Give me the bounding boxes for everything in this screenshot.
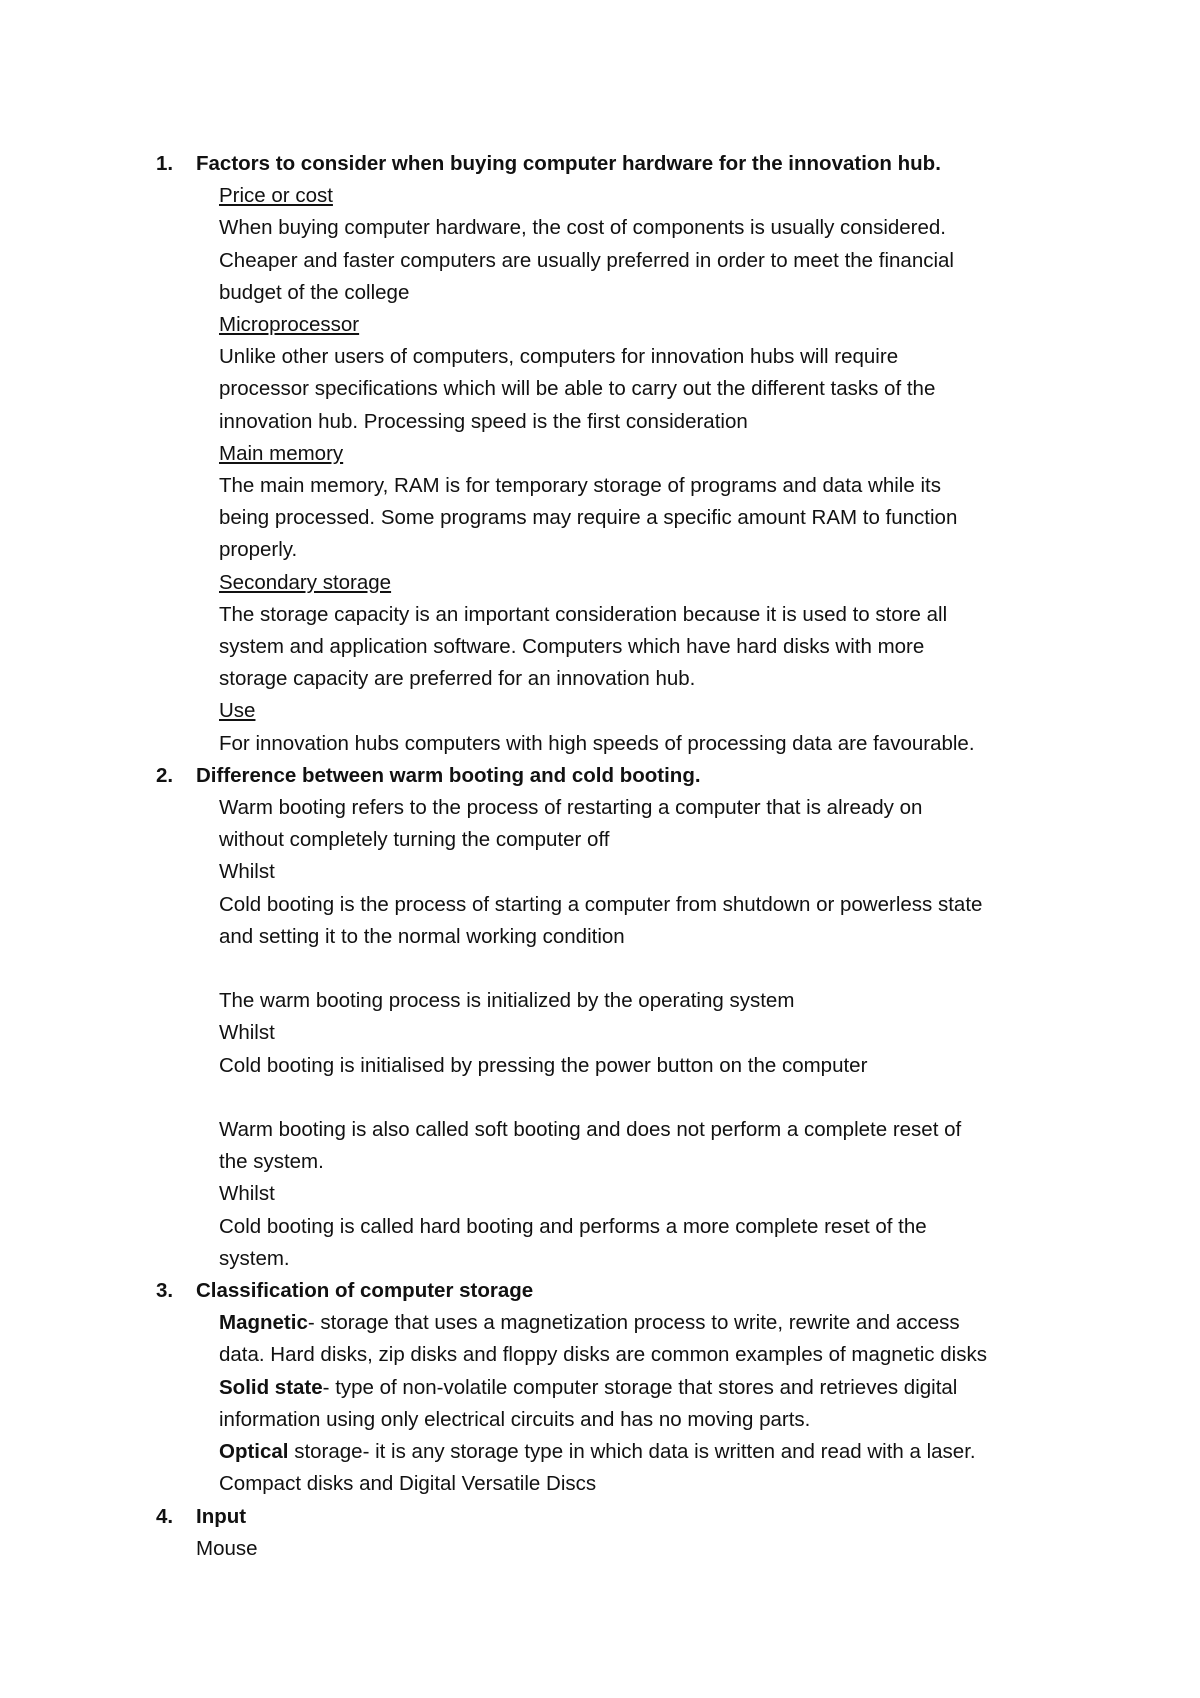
booting-line: Warm booting refers to the process of restarting a computer that is already on bbox=[219, 796, 923, 820]
document-content bbox=[156, 148, 1076, 1565]
booting-line: Whilst bbox=[219, 860, 275, 884]
booting-line: and setting it to the normal working condition bbox=[219, 924, 625, 948]
section-use-line: For innovation hubs computers with high speeds of processing data are favourable. bbox=[219, 731, 975, 755]
section-microprocessor-title: Microprocessor bbox=[219, 313, 360, 337]
section-price-line: When buying computer hardware, the cost of components is usually considered. bbox=[219, 216, 946, 240]
question-3 bbox=[156, 1275, 1076, 1500]
section-price-line: budget of the college bbox=[219, 280, 410, 304]
section-main-memory-line: The main memory, RAM is for temporary storage of programs and data while its bbox=[219, 474, 941, 498]
section-main-memory-title: Main memory bbox=[219, 441, 344, 465]
optical-definition: storage- it is any storage type in which data is written and read with a laser. bbox=[288, 1440, 976, 1464]
question-4 bbox=[156, 1501, 1076, 1565]
question-4-number: 4. bbox=[156, 1504, 174, 1528]
question-3-number: 3. bbox=[156, 1279, 174, 1303]
section-secondary-storage-line: The storage capacity is an important consideration because it is used to store all bbox=[219, 602, 948, 626]
question-4-heading: Input bbox=[196, 1504, 247, 1528]
section-price-title: Price or cost bbox=[219, 184, 333, 208]
term-solid-state: Solid state bbox=[219, 1375, 323, 1399]
section-main-memory-line: properly. bbox=[219, 538, 298, 562]
section-use-title: Use bbox=[219, 699, 256, 723]
booting-line: The warm booting process is initialized by the operating system bbox=[219, 989, 795, 1013]
question-2 bbox=[156, 760, 1076, 1275]
booting-line: Warm booting is also called soft booting and does not perform a complete reset of bbox=[219, 1118, 962, 1142]
section-secondary-storage-title: Secondary storage bbox=[219, 570, 392, 594]
booting-line: Cold booting is called hard booting and performs a more complete reset of the bbox=[219, 1214, 927, 1238]
booting-line: Whilst bbox=[219, 1021, 275, 1045]
term-optical: Optical bbox=[219, 1440, 289, 1464]
question-1 bbox=[156, 148, 1076, 760]
blank-line bbox=[156, 953, 1076, 985]
solid-state-definition: - type of non-volatile computer storage that stores and retrieves digital bbox=[322, 1375, 958, 1399]
section-main-memory-line: being processed. Some programs may require a specific amount RAM to function bbox=[219, 506, 958, 530]
blank-line bbox=[156, 1082, 1076, 1114]
booting-line: system. bbox=[219, 1246, 290, 1270]
section-secondary-storage-line: system and application software. Computers which have hard disks with more bbox=[219, 635, 925, 659]
storage-solid-state bbox=[219, 1372, 1076, 1404]
booting-line: Cold booting is initialised by pressing the power button on the computer bbox=[219, 1053, 868, 1077]
section-microprocessor-line: innovation hub. Processing speed is the first consideration bbox=[219, 409, 748, 433]
question-1-heading: Factors to consider when buying computer hardware for the innovation hub. bbox=[196, 152, 941, 175]
booting-line: the system. bbox=[219, 1150, 324, 1174]
storage-optical-cont: Compact disks and Digital Versatile Discs bbox=[219, 1472, 597, 1496]
booting-line: Cold booting is the process of starting a computer from shutdown or powerless state bbox=[219, 892, 983, 916]
booting-line: Whilst bbox=[219, 1182, 275, 1206]
question-1-number: 1. bbox=[156, 152, 174, 175]
storage-optical bbox=[219, 1436, 1076, 1468]
section-secondary-storage-line: storage capacity are preferred for an innovation hub. bbox=[219, 667, 696, 691]
booting-line: without completely turning the computer off bbox=[219, 828, 610, 852]
storage-magnetic bbox=[219, 1307, 1076, 1339]
magnetic-definition: - storage that uses a magnetization process to write, rewrite and access bbox=[307, 1311, 960, 1335]
section-microprocessor-line: Unlike other users of computers, computers for innovation hubs will require bbox=[219, 345, 899, 369]
section-microprocessor-line: processor specifications which will be able to carry out the different tasks of the bbox=[219, 377, 936, 401]
question-2-number: 2. bbox=[156, 763, 174, 787]
term-magnetic: Magnetic bbox=[219, 1311, 308, 1335]
input-device-line: Mouse bbox=[196, 1536, 258, 1560]
section-price-line: Cheaper and faster computers are usually preferred in order to meet the financial bbox=[219, 248, 954, 272]
question-2-heading: Difference between warm booting and cold booting. bbox=[196, 763, 701, 787]
storage-magnetic-cont: data. Hard disks, zip disks and floppy disks are common examples of magnetic disks bbox=[219, 1343, 987, 1367]
storage-solid-state-cont: information using only electrical circuits and has no moving parts. bbox=[219, 1407, 811, 1431]
question-3-heading: Classification of computer storage bbox=[196, 1279, 534, 1303]
